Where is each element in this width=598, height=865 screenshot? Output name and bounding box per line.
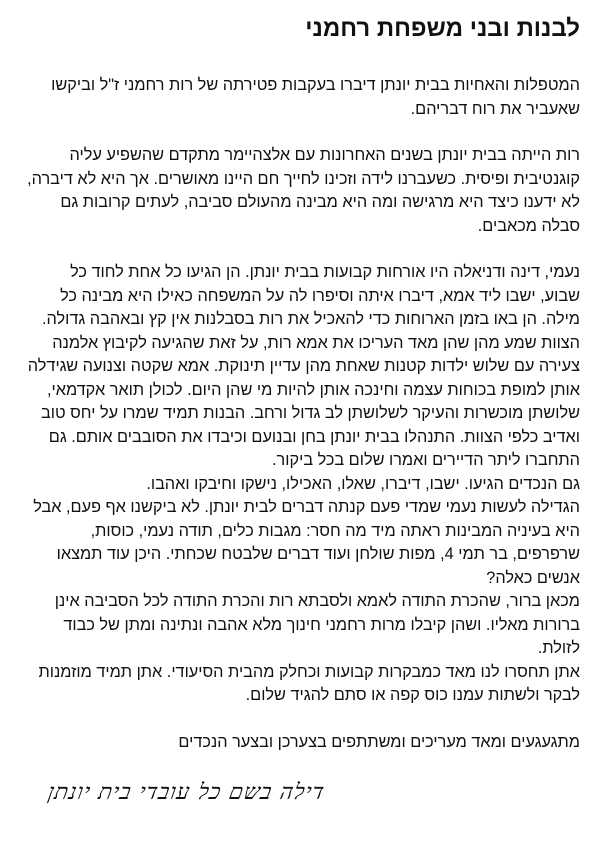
paragraph-spacer bbox=[26, 121, 580, 144]
paragraph-about-ruth: רות הייתה בבית יונתן בשנים האחרונות עם אלצהיימר מתקדם שהשפיע עליה קוגנטיבית ופיסית. כשעברנו לידה וזכינו לחייך חם היינו מאושרים. אך היא לא דיברה, לא ידענו כיצד היא מרגישה ומה היא מבינה מהעולם סביבה, לעתים קרובות גם סבלה מכאבים. bbox=[27, 146, 580, 235]
paragraph-daughters: נעמי, דינה ודניאלה היו אורחות קבועות בבית יונתן. הן הגיעו כל אחת לחוד כל שבוע, ישבו ליד אמא, דיברו איתה וסיפרו לה על המשפחה כאילו היא מבינה כל מילה. הן באו בזמן הארוחות כדי להאכיל את רות בסבלנות אין קץ ובאהבה גדולה. הצוות שמע מהן שהן מאד העריכו את אמא רות, על זאת שהגיעה לקיבוץ אלמנה צעירה עם שלוש ילדות קטנות שאחת מהן עדיין תינוקת. אמא שקטה וצנועה שגידלה אותן למופת בכוחות עצמה וחינכה אותן להיות מי שהן היום. לכולן תואר אקדמאי, שלושתן מוכשרות והעיקר לשלושתן לב גדול ורחב. הבנות תמיד שמרו על יחס טוב ואדיב כלפי הצוות. התנהלו בבית יונתן בחן ובנועם וכיבדו את הסובבים אותם. גם התחברו ליתר הדיירים ואמרו שלום בכל ביקור. bbox=[27, 263, 580, 469]
letter-title: לבנות ובני משפחת רחמני bbox=[305, 15, 580, 42]
paragraph-closing: מתגעגעים ומאד מעריכים ומשתתפים בצערכן ובצער הנכדים bbox=[178, 732, 580, 751]
paragraph-grandchildren: גם הנכדים הגיעו. ישבו, דיברו, שאלו, האכילו, נישקו וחיבקו ואהבו. bbox=[146, 474, 580, 493]
handwritten-signature: דילה בשם כל עובדי בית יונתן bbox=[45, 780, 327, 805]
paragraph-spacer bbox=[26, 708, 580, 731]
paragraph-intro: המטפלות והאחיות בבית יונתן דיברו בעקבות פטירתה של רות רחמני ז"ל וביקשו שאעביר את רוח דבריהם. bbox=[51, 76, 580, 118]
paragraph-naomi-gifts: הגדילה לעשות נעמי שמדי פעם קנתה דברים לבית יונתן. לא ביקשנו אף פעם, אבל היא בעיניה המבינות ראתה מיד מה חסר: מגבות כלים, תודה נעמי, כוסות, שרפרפים, בר תמי 4, מפות שולחן ועוד דברים שלבטח שכחתי. היכן עוד תמצאו אנשים כאלה? bbox=[33, 498, 580, 587]
paragraph-spacer bbox=[26, 238, 580, 261]
paragraph-invitation: אתן תחסרו לנו מאד כמבקרות קבועות וכחלק מהבית הסיעודי. אתן תמיד מוזמנות לבקר ולשתות עמנו כוס קפה או סתם להגיד שלום. bbox=[38, 662, 580, 704]
signature-block bbox=[26, 754, 580, 808]
paragraph-gratitude: מכאן ברור, שהכרת התודה לאמא ולסבתא רות והכרת התודה לכל הסביבה אינן ברורות מאליו. ושהן קיבלו מרות רחמני חינוך מלא אהבה ונתינה ומתן של כבוד לזולת. bbox=[54, 592, 580, 657]
